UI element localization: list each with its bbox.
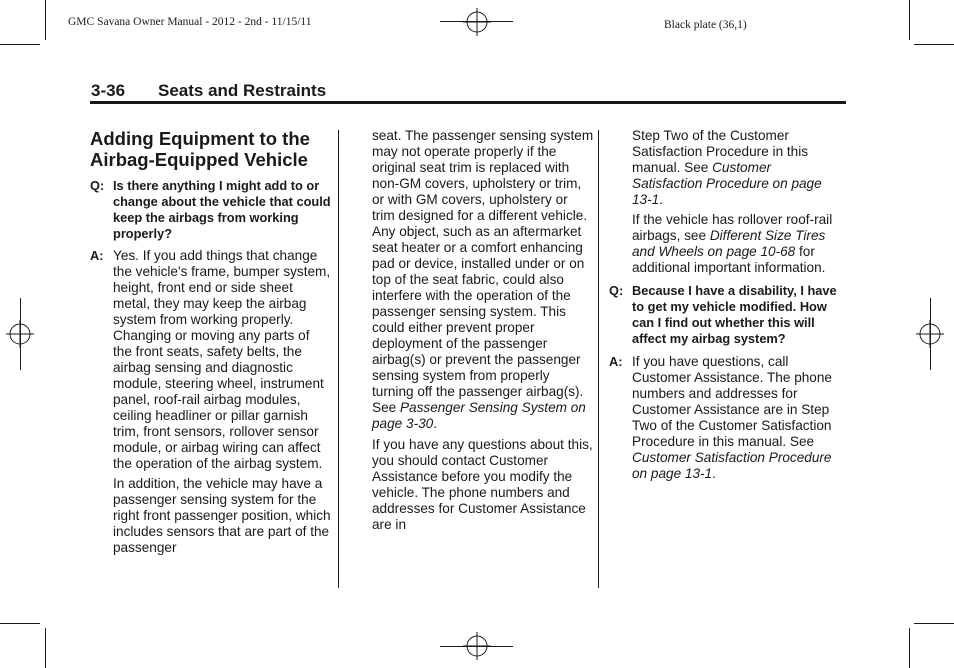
cross-reference-link[interactable]: Customer Satisfaction Procedure on page 13-1 — [632, 450, 832, 481]
crop-mark — [0, 623, 40, 624]
answer-text: If you have questions, call Customer Assistance. The phone numbers and addresses for Customer Assistance are in Step Two of the Customer Satisfaction Procedure in this manual. See Customer Satisfaction Procedure on page 13-1. — [632, 354, 832, 481]
registration-mark-icon — [6, 320, 34, 348]
column-divider — [598, 130, 599, 588]
crop-mark — [914, 623, 954, 624]
registration-mark-icon — [463, 8, 491, 36]
question-1 — [90, 178, 332, 242]
page-number: 3-36 — [91, 81, 126, 100]
crop-mark — [914, 44, 954, 45]
crop-mark — [45, 0, 46, 40]
answer-2 — [609, 354, 841, 482]
answer-text: Yes. If you add things that change the vehicle's frame, bumper system, height, front end or side sheet metal, they may keep the airbag system from working properly. Changing or moving any parts of the front seats, safety belts, the airbag sensing and diagnostic module, steering wheel, instrument panel, roof-rail airbag modules, ceiling headliner or pillar garnish trim, front sensors, rollover sensor module, or airbag wiring can affect the operation of the airbag system. — [113, 248, 331, 471]
question-text: Because I have a disability, I have to get my vehicle modified. How can I find out whether this will affect my airbag system? — [632, 283, 837, 346]
column-divider — [338, 130, 339, 588]
cross-reference-link[interactable]: Different Size Tires and Wheels on page 10-68 — [632, 228, 826, 259]
column-3 — [609, 128, 841, 488]
q-label: Q: — [90, 178, 105, 193]
registration-mark-icon — [916, 320, 944, 348]
article-title: Adding Equipment to the Airbag-Equipped Vehicle — [90, 128, 310, 170]
crop-mark — [45, 628, 46, 668]
crop-mark — [909, 628, 910, 668]
plate-info: GMC Savana Owner Manual - 2012 - 2nd - 11/15/11 — [68, 16, 312, 28]
body-paragraph: If you have any questions about this, you should contact Customer Assistance before you modify the vehicle. The phone numbers and addresses for Customer Assistance are in — [372, 437, 593, 532]
answer-1 — [90, 248, 332, 472]
question-2 — [609, 283, 841, 347]
column-1 — [90, 128, 332, 560]
q-label: Q: — [609, 283, 624, 298]
cross-reference-link[interactable]: Passenger Sensing System on page 3-30 — [372, 400, 586, 431]
header-rule — [90, 101, 846, 104]
registration-mark-icon — [463, 632, 491, 660]
column-2 — [372, 128, 594, 537]
question-text: Is there anything I might add to or change about the vehicle that could keep the airbags from working properly? — [113, 178, 331, 241]
answer-paragraph: In addition, the vehicle may have a passenger sensing system for the right front passenger position, which includes sensors that are part of the passenger — [113, 476, 331, 555]
body-paragraph: seat. The passenger sensing system may not operate properly if the original seat trim is replaced with non-GM covers, upholstery or trim, or with GM covers, upholstery or trim designed for a different vehicle. Any object, such as an aftermarket seat heater or a comfort enhancing pad or device, installed under or on top of the seat fabric, could also interfere with the operation of the passenger sensing system. This could either prevent proper deployment of the passenger airbag(s) or prevent the passenger sensing system from properly turning off the passenger airbag(s). See Passenger Sensing System on page 3-30. — [372, 128, 594, 431]
crop-mark — [0, 44, 40, 45]
body-paragraph: Step Two of the Customer Satisfaction Procedure in this manual. See Customer Satisfaction Procedure on page 13-1. — [632, 128, 822, 207]
body-paragraph: If the vehicle has rollover roof-rail airbags, see Different Size Tires and Wheels on page 10-68 for additional important information. — [632, 212, 833, 275]
cross-reference-link[interactable]: Customer Satisfaction Procedure on page 13-1 — [632, 160, 822, 207]
plate-number: Black plate (36,1) — [664, 19, 747, 31]
a-label: A: — [90, 248, 104, 263]
page-header — [91, 81, 326, 101]
a-label: A: — [609, 354, 623, 369]
crop-mark — [909, 0, 910, 40]
section-title: Seats and Restraints — [158, 81, 327, 100]
